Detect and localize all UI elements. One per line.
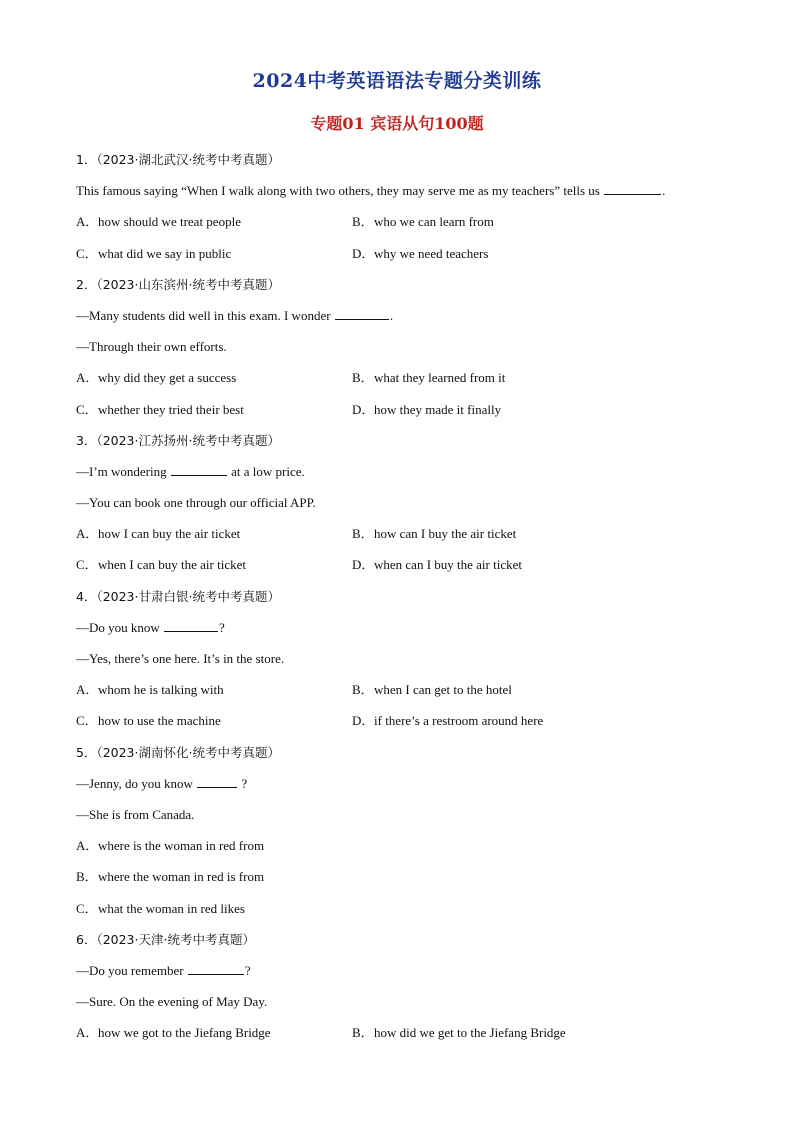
answer-blank (604, 181, 661, 195)
dialogue-text: —Many students did well in this exam. I wonder (76, 307, 331, 323)
question-1-option-d[interactable] (352, 244, 628, 275)
option-letter: C． (76, 401, 98, 417)
question-1-options-row-2 (76, 244, 716, 275)
question-3-option-b[interactable] (352, 524, 628, 555)
option-text: where the woman in red is from (98, 869, 265, 885)
question-1-header: 1．（2023·湖北武汉·统考中考真题） (76, 152, 280, 167)
option-text: why we need teachers (374, 245, 489, 261)
option-letter: D． (352, 557, 375, 573)
page-title: 2024中考英语语法专题分类训练 (252, 70, 542, 92)
dialogue-text: —Jenny, do you know (76, 775, 193, 791)
question-2-option-b[interactable] (352, 368, 628, 399)
question-5-line-1 (76, 774, 716, 805)
question-2-option-c[interactable] (76, 400, 352, 431)
option-letter: A． (76, 526, 99, 542)
question-1-stem-text: This famous saying “When I walk along with two others, they may serve me as my teachers” tells us (76, 183, 600, 199)
question-3-options-row-2 (76, 555, 716, 586)
dialogue-text-end: ? (241, 775, 248, 791)
question-4-option-d[interactable] (352, 711, 628, 742)
dialogue-text: —Do you remember (76, 962, 184, 978)
option-letter: A． (76, 1025, 99, 1041)
question-4-options-row-1 (76, 680, 716, 711)
option-text: who we can learn from (374, 214, 494, 230)
option-letter: A． (76, 214, 99, 230)
question-list (76, 150, 716, 1054)
question-6-options-row-1 (76, 1023, 716, 1054)
question-5-line-2: —She is from Canada. (76, 806, 195, 822)
answer-blank (335, 306, 389, 320)
question-5-option-c[interactable] (76, 899, 716, 930)
question-2-options-row-1 (76, 368, 716, 399)
option-text: whom he is talking with (98, 682, 224, 698)
question-5-option-a[interactable] (76, 836, 716, 867)
answer-blank (171, 462, 227, 476)
question-6-option-b[interactable] (352, 1023, 628, 1054)
question-6-option-a[interactable] (76, 1023, 352, 1054)
question-4-line-2: —Yes, there’s one here. It’s in the store. (76, 651, 285, 666)
option-letter: C． (76, 900, 98, 916)
option-letter: B． (352, 370, 374, 386)
dialogue-text-end: ? (244, 962, 251, 978)
option-letter: A． (76, 370, 99, 386)
question-4-line-1 (76, 618, 716, 649)
question-3-line-1 (76, 462, 716, 493)
option-text: whether they tried their best (98, 401, 244, 417)
option-text: why did they get a success (98, 370, 237, 386)
option-text: if there’s a restroom around here (374, 713, 544, 729)
answer-blank (188, 961, 244, 975)
question-1-options-row-1 (76, 212, 716, 243)
question-4-option-b[interactable] (352, 680, 628, 711)
option-letter: C． (76, 245, 98, 261)
question-3-option-d[interactable] (352, 555, 628, 586)
page-subtitle: 专题01 宾语从句100题 (310, 114, 484, 133)
answer-blank (164, 618, 218, 632)
dialogue-text-end: . (389, 307, 394, 323)
option-letter: D． (352, 401, 375, 417)
option-text: how can I buy the air ticket (374, 526, 517, 542)
option-text: how we got to the Jiefang Bridge (98, 1025, 271, 1041)
option-letter: A． (76, 838, 99, 854)
question-6-line-1 (76, 961, 716, 992)
option-letter: C． (76, 713, 98, 729)
question-4-option-c[interactable] (76, 711, 352, 742)
option-letter: A． (76, 682, 99, 698)
question-2-option-a[interactable] (76, 368, 352, 399)
question-1-option-c[interactable] (76, 244, 352, 275)
option-text: when I can get to the hotel (374, 682, 512, 698)
question-5-header: 5．（2023·湖南怀化·统考中考真题） (76, 744, 280, 760)
option-text: when I can buy the air ticket (98, 557, 246, 573)
option-text: what did we say in public (98, 245, 232, 261)
option-text: how to use the machine (98, 713, 221, 729)
option-letter: D． (352, 245, 375, 261)
question-2-line-1 (76, 306, 716, 337)
question-1-option-a[interactable] (76, 212, 352, 243)
question-2-line-2: —Through their own efforts. (76, 339, 227, 355)
dialogue-text: —I’m wondering (76, 463, 167, 479)
dialogue-text: —Do you know (76, 619, 160, 635)
option-letter: C． (76, 557, 98, 573)
option-letter: B． (352, 526, 374, 542)
question-3-line-2: —You can book one through our official APP. (76, 495, 316, 511)
question-2-header: 2．（2023·山东滨州·统考中考真题） (76, 276, 280, 292)
dialogue-text-end: ? (219, 619, 225, 635)
question-6-header: 6．（2023·天津·统考中考真题） (76, 931, 255, 947)
dialogue-text-end: at a low price. (231, 463, 305, 479)
question-3-option-a[interactable] (76, 524, 352, 555)
question-1-stem-end: . (662, 183, 666, 199)
question-4-header: 4．（2023·甘肃白银·统考中考真题） (76, 588, 280, 604)
question-1-option-b[interactable] (352, 212, 628, 243)
question-6-line-2: —Sure. On the evening of May Day. (76, 994, 268, 1010)
question-3-options-row-1 (76, 524, 716, 555)
option-letter: D． (352, 713, 375, 729)
option-text: how should we treat people (98, 214, 241, 230)
question-3-header: 3．（2023·江苏扬州·统考中考真题） (76, 432, 280, 448)
option-text: when can I buy the air ticket (374, 557, 522, 573)
option-text: what the woman in red likes (98, 900, 245, 916)
question-4-option-a[interactable] (76, 680, 352, 711)
option-text: what they learned from it (374, 370, 506, 386)
question-2-options-row-2 (76, 400, 716, 431)
question-5-option-b[interactable] (76, 867, 716, 898)
question-3-option-c[interactable] (76, 555, 352, 586)
answer-blank (197, 774, 237, 788)
option-letter: B． (352, 682, 374, 698)
question-2-option-d[interactable] (352, 400, 628, 431)
option-letter: B． (352, 214, 374, 230)
option-letter: B． (76, 869, 98, 885)
question-1-stem (76, 181, 716, 212)
option-letter: B． (352, 1025, 374, 1041)
option-text: how did we get to the Jiefang Bridge (374, 1025, 566, 1041)
question-4-options-row-2 (76, 711, 716, 742)
option-text: where is the woman in red from (98, 838, 265, 854)
option-text: how I can buy the air ticket (98, 526, 241, 542)
option-text: how they made it finally (374, 401, 502, 417)
